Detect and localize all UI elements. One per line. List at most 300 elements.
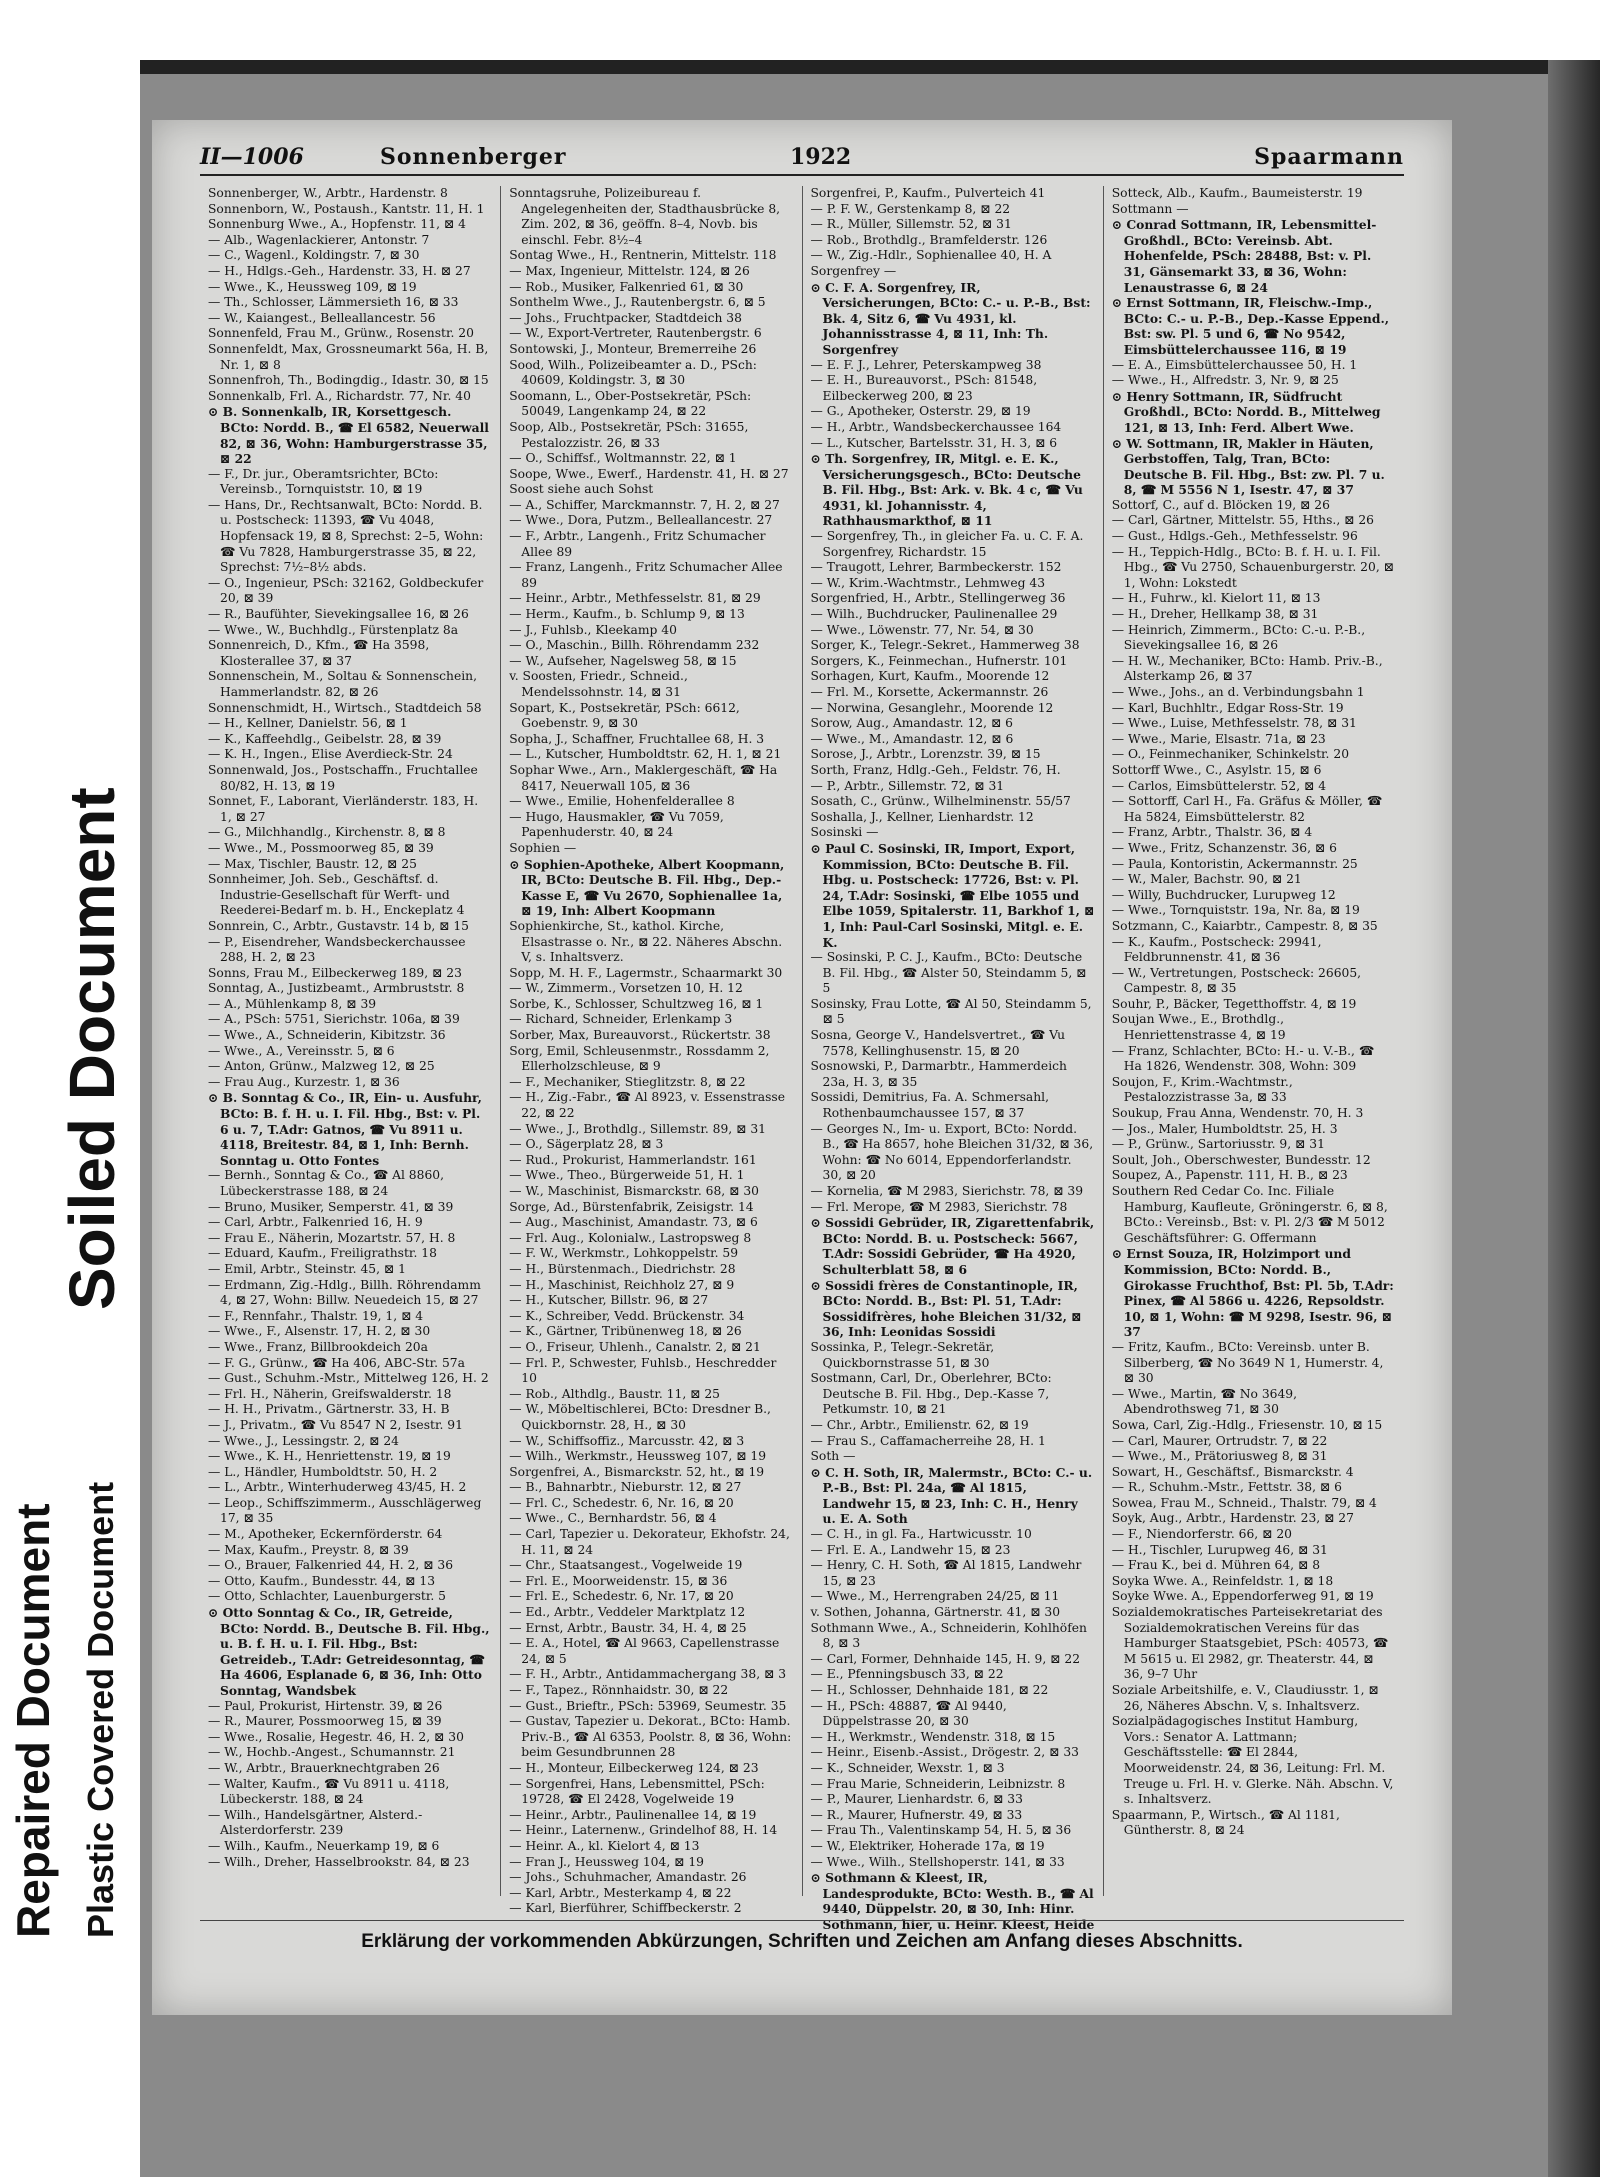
directory-entry: Sowa, Carl, Zig.-Hdlg., Friesenstr. 10, ⊠ 15 xyxy=(1111,1417,1383,1432)
directory-entry: Sonnenwald, Jos., Postschaffn., Fruchtallee 80/82, H. 13, ⊠ 19 xyxy=(208,762,478,793)
directory-entry: — Wwe., M., Herrengraben 24/25, ⊠ 11 xyxy=(810,1589,1060,1604)
directory-entry: — F., Rennfahr., Thalstr. 19, 1, ⊠ 4 xyxy=(208,1308,424,1323)
directory-entry: Soukup, Frau Anna, Wendenstr. 70, H. 3 xyxy=(1111,1106,1364,1121)
directory-entry: — Wwe., Martin, ☎ No 3649, Abendrothsweg 71, ⊠ 30 xyxy=(1111,1386,1298,1417)
directory-entry: Soth — xyxy=(810,1449,856,1464)
directory-entry: — F., Dr. jur., Oberamtsrichter, BCto: Vereinsb., Tornquiststr. 10, ⊠ 19 xyxy=(208,466,439,497)
directory-entry: — A., Schiffer, Marckmannstr. 7, H. 2, ⊠ 27 xyxy=(509,497,780,512)
directory-entry: — Frl. H., Näherin, Greifswalderstr. 18 xyxy=(208,1386,452,1401)
directory-entry: — P., Eisendreher, Wandsbeckerchaussee 288, H. 2, ⊠ 23 xyxy=(208,934,466,965)
abbreviation-note: Erklärung der vorkommenden Abkürzungen, Schriften und Zeichen am Anfang dieses Abschnitts. xyxy=(200,1920,1404,1953)
directory-entry: Sosinski — xyxy=(810,825,879,840)
directory-entry: Soujon, F., Krim.-Wachtmstr., Pestalozzistrasse 3a, ⊠ 33 xyxy=(1111,1074,1293,1105)
directory-entry: — Wwe., K., Heussweg 109, ⊠ 19 xyxy=(208,279,417,294)
directory-entry: — L., Händler, Humboldtstr. 50, H. 2 xyxy=(208,1464,438,1479)
directory-entry: — K., Kaffeehdlg., Geibelstr. 28, ⊠ 39 xyxy=(208,731,442,746)
directory-entry: — O., Feinmechaniker, Schinkelstr. 20 xyxy=(1111,747,1350,762)
directory-entry: — Johs., Schuhmacher, Amandastr. 26 xyxy=(509,1870,747,1885)
directory-entry: Sonnenfeldt, Max, Grossneumarkt 56a, H. B, Nr. 1, ⊠ 8 xyxy=(208,341,489,372)
column-4 xyxy=(1104,186,1404,1896)
directory-entry: — H., Kellner, Danielstr. 56, ⊠ 1 xyxy=(208,716,408,731)
directory-entry: — Frl. M., Korsette, Ackermannstr. 26 xyxy=(810,685,1049,699)
directory-entry: — Wwe., M., Amandastr. 12, ⊠ 6 xyxy=(810,731,1014,746)
page-number: II—1006 xyxy=(200,144,304,170)
directory-entry: — P., Arbtr., Sillemstr. 72, ⊠ 31 xyxy=(810,778,1005,793)
directory-entry: Soost siehe auch Sohst xyxy=(509,482,654,497)
directory-entry: Sonnenfroh, Th., Bodingdig., Idastr. 30, ⊠ 15 xyxy=(208,373,489,388)
directory-entry: — Otto, Kaufm., Bundesstr. 44, ⊠ 13 xyxy=(208,1573,436,1588)
directory-entry: — F. G., Grünw., ☎ Ha 406, ABC-Str. 57a xyxy=(208,1355,465,1370)
directory-entry: — H., Dreher, Hellkamp 38, ⊠ 31 xyxy=(1111,607,1319,622)
directory-entry: Sonnheimer, Joh. Seb., Geschäftsf. d. Industrie-Gesellschaft für Werft- und Reederei-Bedarf m. b. H., Enckeplatz 4 xyxy=(208,872,465,918)
directory-entry: — Carl, Gärtner, Mittelstr. 55, Hths., ⊠ 26 xyxy=(1111,513,1375,528)
directory-entry: — Frau Marie, Schneiderin, Leibnizstr. 8 xyxy=(810,1776,1066,1791)
directory-entry: Sosinsky, Frau Lotte, ☎ Al 50, Steindamm 5, ⊠ 5 xyxy=(810,996,1092,1027)
directory-entry: — Hans, Dr., Rechtsanwalt, BCto: Nordd. B. u. Postscheck: 11393, ☎ Vu 4048, Hopfensack 19, ⊠ 8, Sprechst: 2–5, Wohn: ☎ Vu 7828, Hamburgerstrasse 35, ⊠ 22, Sprechst: 7½–8½ abds. xyxy=(208,497,484,575)
plastic-covered-label: Plastic Covered Document xyxy=(80,1481,121,1938)
directory-entry: ⊙ Th. Sorgenfrey, IR, Mitgl. e. E. K., Versicherungsgesch., BCto: Deutsche B. Fil. Hbg., Bst: Ark. v. Bk. 4 c, ☎ Vu 4931, kl. Johannisstr. 4, Rathhausmarkthof, ⊠ 11 xyxy=(810,451,1083,529)
directory-entry: — J., Fuhlsb., Kleekamp 40 xyxy=(509,622,677,637)
repaired-document-label: Repaired Document xyxy=(7,1503,59,1938)
directory-entry: — Rud., Prokurist, Hammerlandstr. 161 xyxy=(509,1152,757,1167)
directory-entry: Sopp, M. H. F., Lagermstr., Schaarmarkt 30 xyxy=(509,965,783,980)
directory-entry: Soyk, Aug., Arbtr., Hardenstr. 23, ⊠ 27 xyxy=(1111,1511,1354,1526)
directory-entry: — K., Schreiber, Vedd. Brückenstr. 34 xyxy=(509,1308,745,1323)
directory-entry: — H. H., Privatm., Gärtnerstr. 33, H. B xyxy=(208,1402,450,1417)
directory-entry: — Wilh., Werkmstr., Heussweg 107, ⊠ 19 xyxy=(509,1449,767,1464)
directory-entry: — O., Maschin., Billh. Röhrendamm 232 xyxy=(509,638,760,653)
directory-entry: Sorgenfrei, A., Bismarckstr. 52, ht., ⊠ 19 xyxy=(509,1464,765,1479)
directory-entry: — Franz, Langenh., Fritz Schumacher Allee 89 xyxy=(509,560,783,590)
directory-entry: — A., Mühlenkamp 8, ⊠ 39 xyxy=(208,996,377,1011)
directory-entry: — Leop., Schiffszimmerm., Ausschlägerweg 17, ⊠ 35 xyxy=(208,1495,482,1526)
directory-entry: — O., Ingenieur, PSch: 32162, Goldbeckufer 20, ⊠ 39 xyxy=(208,575,484,606)
directory-entry: ⊙ Sossidi Gebrüder, IR, Zigarettenfabrik, BCto: Nordd. B. u. Postscheck: 5667, T.Adr: Sossidi Gebrüder, ☎ Ha 4920, Schulterblatt 58, ⊠ 6 xyxy=(810,1215,1095,1277)
directory-entry: — Max, Ingenieur, Mittelstr. 124, ⊠ 26 xyxy=(509,263,750,278)
directory-entry: — Fritz, Kaufm., BCto: Vereinsb. unter B. Silberberg, ☎ No 3649 N 1, Humerstr. 4, ⊠ 30 xyxy=(1111,1339,1384,1386)
directory-entry: — Carl, Tapezier u. Dekorateur, Ekhofstr. 24, H. 11, ⊠ 24 xyxy=(509,1527,790,1557)
directory-entry: — Frau K., bei d. Mühren 64, ⊠ 8 xyxy=(1111,1558,1321,1573)
directory-entry: — Heinr., Eisenb.-Assist., Drögestr. 2, ⊠ 33 xyxy=(810,1745,1079,1760)
directory-entry: — Wwe., Johs., an d. Verbindungsbahn 1 xyxy=(1111,685,1365,699)
directory-entry: Sonntag, A., Justizbeamt., Armbruststr. 8 xyxy=(208,981,465,996)
directory-entry: — Rob., Althdlg., Baustr. 11, ⊠ 25 xyxy=(509,1386,721,1401)
directory-entry: — Karl, Bierführer, Schiffbeckerstr. 2 xyxy=(509,1901,742,1916)
directory-entry: Sossidi, Demitrius, Fa. A. Schmersahl, Rothenbaumchaussee 157, ⊠ 37 xyxy=(810,1090,1050,1121)
directory-entry: — E. A., Eimsbüttelerchaussee 50, H. 1 xyxy=(1111,357,1358,372)
directory-entry: — F. W., Werkmstr., Lohkoppelstr. 59 xyxy=(509,1246,739,1261)
directory-entry: — K. H., Ingen., Elise Averdieck-Str. 24 xyxy=(208,747,453,762)
directory-entry: — E. A., Hotel, ☎ Al 9663, Capellenstrasse 24, ⊠ 5 xyxy=(509,1636,780,1666)
directory-entry: — Frau Aug., Kurzestr. 1, ⊠ 36 xyxy=(208,1074,400,1089)
directory-entry: ⊙ C. F. A. Sorgenfrey, IR, Versicherungen, BCto: C.- u. P.-B., Bst: Bk. 4, Sitz 6, ☎ Vu 4931, kl. Johannisstrasse 4, ⊠ 11, Inh: Th. Sorgenfrey xyxy=(810,279,1091,357)
directory-entry: Sonntagsruhe, Polizeibureau f. Angelegenheiten der, Stadthausbrücke 8, Zim. 202, ⊠ 36, geöffn. 8–4, Novb. bis einschl. Febr. 8½–4 xyxy=(509,186,781,247)
directory-entry: ⊙ Sossidi frères de Constantinople, IR, BCto: Nordd. B., Bst: Pl. 51, T.Adr: Sossidifrères, hohe Bleichen 31/32, ⊠ 36, Inh: Leonidas Sossidi xyxy=(810,1277,1082,1340)
directory-entry: — H., PSch: 48887, ☎ Al 9440, Düppelstrasse 20, ⊠ 30 xyxy=(810,1698,1007,1729)
directory-entry: — F. H., Arbtr., Antidammachergang 38, ⊠ 3 xyxy=(509,1667,787,1682)
directory-entry: — Frl. P., Schwester, Fuhlsb., Heschredder 10 xyxy=(509,1355,777,1386)
directory-entry: — H., Teppich-Hdlg., BCto: B. f. H. u. I. Fil. Hbg., ☎ Vu 2750, Schauenburgerstr. 20, ⊠ 1, Wohn: Lokstedt xyxy=(1111,544,1394,590)
directory-entry: — Bruno, Musiker, Semperstr. 41, ⊠ 39 xyxy=(208,1199,454,1214)
directory-entry: — H., Hdlgs.-Geh., Hardenstr. 33, H. ⊠ 27 xyxy=(208,263,471,278)
directory-entry: — Wwe., Löwenstr. 77, Nr. 54, ⊠ 30 xyxy=(810,622,1034,637)
directory-entry: — F., Tapez., Rönnhaidstr. 30, ⊠ 22 xyxy=(509,1683,729,1697)
directory-entry: — Wwe., Tornquiststr. 19a, Nr. 8a, ⊠ 19 xyxy=(1111,903,1360,918)
directory-year: 1922 xyxy=(790,144,852,170)
directory-entry: — F., Arbtr., Langenh., Fritz Schumacher Allee 89 xyxy=(509,529,766,559)
directory-entry: — Kornelia, ☎ M 2983, Sierichstr. 78, ⊠ 39 xyxy=(810,1184,1084,1198)
directory-entry: — Fran J., Heussweg 104, ⊠ 19 xyxy=(509,1854,705,1869)
directory-entry: — R., Müller, Sillemstr. 52, ⊠ 31 xyxy=(810,217,1012,232)
directory-entry: — Heinr., Laternenw., Grindelhof 88, H. 14 xyxy=(509,1823,778,1838)
directory-entry: — Wwe., M., Prätoriusweg 8, ⊠ 31 xyxy=(1111,1449,1328,1464)
directory-entry: Sozialpädagogisches Institut Hamburg, Vors.: Senator A. Lattmann; Geschäftsstelle: ☎ El 2844, Moorweidenstr. 24, ⊠ 36, Leitung: Frl. M. Treuge u. Frl. H. v. Glerke. Näh. Abschn. V, s. Inhaltsverz. xyxy=(1111,1714,1394,1807)
directory-entry: — Wwe., J., Brothdlg., Sillemstr. 89, ⊠ 31 xyxy=(509,1121,766,1136)
directory-entry: Soshalla, J., Kellner, Lienhardstr. 12 xyxy=(810,809,1034,824)
directory-entry: Sonnenberger, W., Arbtr., Hardenstr. 8 xyxy=(208,186,448,200)
directory-entry: — Karl, Buchhltr., Edgar Ross-Str. 19 xyxy=(1111,700,1344,715)
directory-entry: — Willy, Buchdrucker, Lurupweg 12 xyxy=(1111,887,1336,902)
directory-entry: Sorber, Max, Bureauvorst., Rückertstr. 38 xyxy=(509,1028,771,1043)
directory-entry: — R., Schuhm.-Mstr., Fettstr. 38, ⊠ 6 xyxy=(1111,1480,1342,1495)
directory-entry: — Rob., Musiker, Falkenried 61, ⊠ 30 xyxy=(509,279,744,294)
directory-entry: — Sorgenfrey, Th., in gleicher Fa. u. C. F. A. Sorgenfrey, Richardstr. 15 xyxy=(810,529,1084,559)
directory-entry: — Wwe., J., Lessingstr. 2, ⊠ 24 xyxy=(208,1433,399,1448)
directory-entry: ⊙ Paul C. Sosinski, IR, Import, Export, Kommission, BCto: Deutsche B. Fil. Hbg. u. Postscheck: 17726, Bst: v. Pl. 24, T.Adr: Sosinski, ☎ Elbe 1055 und Elbe 1059, Spitalerstr. 11, Barkhof 1, ⊠ 1, Inh: Paul-Carl Sosinski, Mitgl. e. E. K. xyxy=(810,840,1095,950)
directory-entry: Sotteck, Alb., Kaufm., Baumeisterstr. 19 xyxy=(1111,186,1363,200)
directory-entry: — Heinr., Arbtr., Methfesselstr. 81, ⊠ 29 xyxy=(509,591,761,606)
directory-entry: — H., Tischler, Lurupweg 46, ⊠ 31 xyxy=(1111,1542,1328,1557)
directory-entry: — W., Maschinist, Bismarckstr. 68, ⊠ 30 xyxy=(509,1184,759,1198)
directory-entry: Sosath, C., Grünw., Wilhelminenstr. 55/57 xyxy=(810,794,1071,809)
directory-entry: — Johs., Fruchtpacker, Stadtdeich 38 xyxy=(509,310,742,325)
directory-entry: — G., Apotheker, Osterstr. 29, ⊠ 19 xyxy=(810,404,1031,419)
column-1 xyxy=(200,186,501,1896)
directory-entry: — Carl, Former, Dehnhaide 145, H. 9, ⊠ 22 xyxy=(810,1651,1081,1666)
directory-entry: — Wwe., Franz, Billbrookdeich 20a xyxy=(208,1339,428,1354)
directory-entry: — Henry, C. H. Soth, ☎ Al 1815, Landwehr 15, ⊠ 23 xyxy=(810,1558,1082,1588)
directory-entry: — Max, Tischler, Baustr. 12, ⊠ 25 xyxy=(208,856,417,871)
directory-entry: — Wwe., Rosalie, Hegestr. 46, H. 2, ⊠ 30 xyxy=(208,1729,464,1744)
directory-entry: — Gust., Schuhm.-Mstr., Mittelweg 126, H. 2 xyxy=(208,1371,489,1386)
directory-entry: — Wilh., Buchdrucker, Paulinenallee 29 xyxy=(810,607,1058,622)
directory-entry: — C., Wagenl., Koldingstr. 7, ⊠ 30 xyxy=(208,248,420,263)
directory-entry: — Wwe., Emilie, Hohenfelderallee 8 xyxy=(509,794,735,809)
directory-entry: — H., Bürstenmach., Diedrichstr. 28 xyxy=(509,1261,736,1276)
directory-entry: — W., Krim.-Wachtmstr., Lehmweg 43 xyxy=(810,575,1046,590)
directory-entry: — R., Maurer, Possmoorweg 15, ⊠ 39 xyxy=(208,1714,442,1729)
directory-entry: — H., Schlosser, Dehnhaide 181, ⊠ 22 xyxy=(810,1683,1049,1697)
directory-page xyxy=(152,120,1452,2015)
directory-entry: — Chr., Staatsangest., Vogelweide 19 xyxy=(509,1558,743,1573)
directory-entry: — Wwe., Fritz, Schanzenstr. 36, ⊠ 6 xyxy=(1111,840,1337,855)
directory-entry: — G., Milchhandlg., Kirchenstr. 8, ⊠ 8 xyxy=(208,825,446,840)
directory-entry: Sorgenfried, H., Arbtr., Stellingerweg 36 xyxy=(810,591,1066,606)
directory-entry: — Franz, Arbtr., Thalstr. 36, ⊠ 4 xyxy=(1111,825,1313,840)
directory-entry: ⊙ Ernst Souza, IR, Holzimport und Kommission, BCto: Nordd. B., Girokasse Fruchthof, Bst: Pl. 5b, T.Adr: Pinex, ☎ Al 5866 u. 4226, Repsoldstr. 10, ⊠ 1, Wohn: ☎ M 9298, Isestr. 96, ⊠ 37 xyxy=(1111,1246,1394,1340)
directory-entry: — Herm., Kaufm., b. Schlump 9, ⊠ 13 xyxy=(509,607,745,622)
directory-entry: Soyka Wwe. A., Reinfeldstr. 1, ⊠ 18 xyxy=(1111,1573,1334,1588)
directory-entry: — W., Schiffsoffiz., Marcusstr. 42, ⊠ 3 xyxy=(509,1433,745,1448)
directory-entry: — O., Friseur, Uhlenh., Canalstr. 2, ⊠ 21 xyxy=(509,1339,761,1354)
directory-entry: — L., Kutscher, Bartelsstr. 31, H. 3, ⊠ 6 xyxy=(810,435,1058,450)
directory-entry: — Wwe., K. H., Henriettenstr. 19, ⊠ 19 xyxy=(208,1449,451,1464)
directory-entry: — O., Schiffsf., Woltmannstr. 22, ⊠ 1 xyxy=(509,451,737,466)
directory-entry: Sosna, George V., Handelsvertret., ☎ Vu 7578, Kellinghusenstr. 15, ⊠ 20 xyxy=(810,1028,1066,1058)
directory-entry: Soujan Wwe., E., Brothdlg., Henriettenstrasse 4, ⊠ 19 xyxy=(1111,1012,1286,1043)
directory-entry: Sottorf, C., auf d. Blöcken 19, ⊠ 26 xyxy=(1111,497,1330,512)
directory-entry: Sonns, Frau M., Eilbeckerweg 189, ⊠ 23 xyxy=(208,965,462,980)
directory-entry: — Frau E., Näherin, Mozartstr. 57, H. 8 xyxy=(208,1230,456,1245)
directory-entry: — Richard, Schneider, Erlenkamp 3 xyxy=(509,1012,733,1027)
directory-entry: Sood, Wilh., Polizeibeamter a. D., PSch: 40609, Koldingstr. 3, ⊠ 30 xyxy=(509,357,757,388)
directory-entry: Sorgenfrei, P., Kaufm., Pulverteich 41 xyxy=(810,186,1046,200)
directory-entry: — W., Möbeltischlerei, BCto: Dresdner B., Quickbornstr. 28, H., ⊠ 30 xyxy=(509,1402,771,1432)
directory-entry: — Traugott, Lehrer, Barmbeckerstr. 152 xyxy=(810,560,1062,575)
directory-entry: — Ed., Arbtr., Veddeler Marktplatz 12 xyxy=(509,1605,746,1620)
directory-entry: — W., Zimmerm., Vorsetzen 10, H. 12 xyxy=(509,981,743,996)
directory-entry: ⊙ Sophien-Apotheke, Albert Koopmann, IR, BCto: Deutsche B. Fil. Hbg., Dep.-Kasse E, ☎ Vu 2670, Sophienallee 1a, ⊠ 19, Inh: Albert Koopmann xyxy=(509,856,785,919)
directory-entry: Sophienkirche, St., kathol. Kirche, Elsastrasse o. Nr., ⊠ 22. Näheres Abschn. V, s. Inhaltsverz. xyxy=(509,918,783,965)
directory-entry: — P. F. W., Gerstenkamp 8, ⊠ 22 xyxy=(810,201,1011,216)
directory-entry: — Wilh., Kaufm., Neuerkamp 19, ⊠ 6 xyxy=(208,1838,440,1853)
directory-entry: — Emil, Arbtr., Steinstr. 45, ⊠ 1 xyxy=(208,1261,406,1276)
directory-entry: Sorhagen, Kurt, Kaufm., Moorende 12 xyxy=(810,669,1050,684)
directory-entry: — Frl. C., Schedestr. 6, Nr. 16, ⊠ 20 xyxy=(509,1495,734,1510)
soiled-document-label: Soiled Document xyxy=(56,787,128,1310)
directory-entry: — J., Privatm., ☎ Vu 8547 N 2, Isestr. 91 xyxy=(208,1417,463,1432)
directory-entry: — Wwe., W., Buchhdlg., Fürstenplatz 8a xyxy=(208,622,459,637)
directory-entry: — W., Export-Vertreter, Rautenbergstr. 6 xyxy=(509,326,762,341)
directory-entry: — W., Maler, Bachstr. 90, ⊠ 21 xyxy=(1111,872,1302,887)
directory-entry: — Alb., Wagenlackierer, Antonstr. 7 xyxy=(208,232,430,247)
directory-entry: — Wwe., M., Possmoorweg 85, ⊠ 39 xyxy=(208,840,434,855)
directory-entry: — Gust., Brieftr., PSch: 53969, Seumestr. 35 xyxy=(509,1698,787,1713)
directory-entry: Sorbe, K., Schlosser, Schultzweg 16, ⊠ 1 xyxy=(509,996,764,1011)
directory-entry: Sonnenreich, D., Kfm., ☎ Ha 3598, Klosterallee 37, ⊠ 37 xyxy=(208,638,430,668)
column-3 xyxy=(803,186,1104,1932)
directory-entry: — P., Grünw., Sartoriusstr. 9, ⊠ 31 xyxy=(1111,1137,1325,1152)
directory-entry: Sostmann, Carl, Dr., Oberlehrer, BCto: Deutsche B. Fil. Hbg., Dep.-Kasse 7, Petkumstr. 10, ⊠ 21 xyxy=(810,1371,1052,1417)
directory-entry: Soop, Alb., Postsekretär, PSch: 31655, Pestalozzistr. 26, ⊠ 33 xyxy=(509,419,749,450)
directory-entry: Sorow, Aug., Amandastr. 12, ⊠ 6 xyxy=(810,716,1013,731)
directory-entry: — O., Sägerplatz 28, ⊠ 3 xyxy=(509,1137,664,1152)
directory-entry: Sothmann Wwe., A., Schneiderin, Kohlhöfen 8, ⊠ 3 xyxy=(810,1620,1087,1651)
directory-entry: — Carl, Arbtr., Falkenried 16, H. 9 xyxy=(208,1215,423,1230)
directory-entry: — Paul, Prokurist, Hirtenstr. 39, ⊠ 26 xyxy=(208,1698,443,1713)
directory-entry: Sonthelm Wwe., J., Rautenbergstr. 6, ⊠ 5 xyxy=(509,295,766,310)
directory-entry: ⊙ Henry Sottmann, IR, Südfrucht Großhdl., BCto: Nordd. B., Mittelweg 121, ⊠ 13, Inh: Ferd. Albert Wwe. xyxy=(1111,388,1381,435)
directory-entry: — Heinr. A., kl. Kielort 4, ⊠ 13 xyxy=(509,1838,700,1853)
directory-entry: Sonnenschmidt, H., Wirtsch., Stadtdeich 58 xyxy=(208,700,482,715)
directory-entry: ⊙ Sothmann & Kleest, IR, Landesprodukte, BCto: Westh. B., ☎ Al 9440, Düppelstr. 20, ⊠ 30, Inh: Hinr. Sothmann, hier, u. Heinr. Kleest, Heide xyxy=(810,1870,1095,1932)
directory-entry: — Gustav, Tapezier u. Dekorat., BCto: Hamb. Priv.-B., ☎ Al 6353, Poolstr. 8, ⊠ 36, Wohn: beim Gesundbrunnen 28 xyxy=(509,1714,792,1760)
directory-entry: ⊙ B. Sonntag & Co., IR, Ein- u. Ausfuhr, BCto: B. f. H. u. I. Fil. Hbg., Bst: v. Pl. 6 u. 7, T.Adr: Gatnos, ☎ Vu 8911 u. 4118, Breitestr. 84, ⊠ 1, Inh: Bernh. Sonntag u. Otto Fontes xyxy=(208,1090,482,1168)
directory-entry: Sonnrein, C., Arbtr., Gustavstr. 14 b, ⊠ 15 xyxy=(208,918,469,933)
directory-entry: — Franz, Schlachter, BCto: H.- u. V.-B., ☎ Ha 1826, Wendenstr. 308, Wohn: 309 xyxy=(1111,1043,1375,1074)
directory-entry: — Paula, Kontoristin, Ackermannstr. 25 xyxy=(1111,856,1358,871)
directory-entry: — Heinrich, Zimmerm., BCto: C.-u. P.-B., Sievekingsallee 16, ⊠ 26 xyxy=(1111,622,1366,653)
directory-entry: — Wwe., Wilh., Stellshoperstr. 141, ⊠ 33 xyxy=(810,1854,1065,1869)
directory-entry: — Carlos, Eimsbüttelerstr. 52, ⊠ 4 xyxy=(1111,778,1327,793)
directory-entry: — F., Niendorferstr. 66, ⊠ 20 xyxy=(1111,1527,1292,1542)
directory-entry: ⊙ Otto Sonntag & Co., IR, Getreide, BCto: Nordd. B., Deutsche B. Fil. Hbg., u. B. f. H. u. I. Fil. Hbg., Bst: Getreideb., T.Adr: Getreidesonntag, ☎ Ha 4606, Esplanade 6, ⊠ 36, Inh: Otto Sonntag, Wandsbek xyxy=(208,1605,490,1698)
first-entry-name: Sonnenberger xyxy=(380,144,567,170)
directory-entry: Soupez, A., Papenstr. 111, H. B., ⊠ 23 xyxy=(1111,1168,1348,1183)
directory-entry: Soomann, L., Ober-Postsekretär, PSch: 50049, Langenkamp 24, ⊠ 22 xyxy=(509,388,752,419)
directory-entry: — H., Arbtr., Wandsbeckerchaussee 164 xyxy=(810,419,1062,434)
directory-entry: — Anton, Grünw., Malzweg 12, ⊠ 25 xyxy=(208,1059,435,1074)
directory-entry: — Wwe., H., Alfredstr. 3, Nr. 9, ⊠ 25 xyxy=(1111,373,1339,388)
directory-entry: — Wwe., F., Alsenstr. 17, H. 2, ⊠ 30 xyxy=(208,1324,431,1339)
directory-entry: Southern Red Cedar Co. Inc. Filiale Hamburg, Kaufleute, Gröningerstr. 6, ⊠ 8, BCto.: Vereinsb., Bst: v. Pl. 2/3 ☎ M 5012 Geschäftsführer: G. Offermann xyxy=(1111,1184,1388,1245)
directory-entry: — W., Hochb.-Angest., Schumannstr. 21 xyxy=(208,1745,456,1760)
directory-entry: Sonnenburg Wwe., A., Hopfenstr. 11, ⊠ 4 xyxy=(208,217,466,232)
directory-entry: Sopart, K., Postsekretär, PSch: 6612, Goebenstr. 9, ⊠ 30 xyxy=(509,700,740,731)
directory-entry: — W., Arbtr., Brauerknechtgraben 26 xyxy=(208,1760,440,1775)
directory-entry: — Frau S., Caffamacherreihe 28, H. 1 xyxy=(810,1433,1046,1448)
directory-entry: — Erdmann, Zig.-Hdlg., Billh. Röhrendamm 4, ⊠ 27, Wohn: Billw. Neuedeich 15, ⊠ 27 xyxy=(208,1277,481,1308)
directory-entry: Sophar Wwe., Arn., Maklergeschäft, ☎ Ha 8417, Neuerwall 105, ⊠ 36 xyxy=(509,762,778,793)
directory-entry: Soyke Wwe. A., Eppendorferweg 91, ⊠ 19 xyxy=(1111,1589,1374,1604)
directory-entry: Sontag Wwe., H., Rentnerin, Mittelstr. 118 xyxy=(509,248,777,263)
directory-entry: — H., Zig.-Fabr., ☎ Al 8923, v. Essenstrasse 22, ⊠ 22 xyxy=(509,1090,785,1121)
directory-entry: — Walter, Kaufm., ☎ Vu 8911 u. 4118, Lübeckerstr. 188, ⊠ 24 xyxy=(208,1776,450,1807)
directory-entry: ⊙ W. Sottmann, IR, Makler in Häuten, Gerbstoffen, Talg, Tran, BCto: Deutsche B. Fil. Hbg., Bst: zw. Pl. 7 u. 8, ☎ M 5556 N 1, Isestr. 47, ⊠ 37 xyxy=(1111,435,1385,498)
directory-entry: v. Sothen, Johanna, Gärtnerstr. 41, ⊠ 30 xyxy=(810,1605,1061,1620)
directory-entry: — Wwe., C., Bernhardstr. 56, ⊠ 4 xyxy=(509,1511,717,1526)
directory-entry: Sonnenfeld, Frau M., Grünw., Rosenstr. 20 xyxy=(208,326,474,341)
directory-entry: — R., Maurer, Hufnerstr. 49, ⊠ 33 xyxy=(810,1807,1023,1822)
directory-entry: Soope, Wwe., Ewerf., Hardenstr. 41, H. ⊠ 27 xyxy=(509,466,789,481)
directory-entry: — Sottorff, Carl H., Fa. Gräfus & Möller, ☎ Ha 5824, Eimsbüttelerstr. 82 xyxy=(1111,794,1383,824)
directory-entry: — W., Elektriker, Hoherade 17a, ⊠ 19 xyxy=(810,1838,1045,1853)
directory-entry: — Frau Th., Valentinskamp 54, H. 5, ⊠ 36 xyxy=(810,1823,1072,1838)
directory-entry: Sottmann — xyxy=(1111,201,1189,216)
directory-entry: — Georges N., Im- u. Export, BCto: Nordd. B., ☎ Ha 8657, hohe Bleichen 31/32, ⊠ 36, Wohn: ☎ No 6014, Eppendorferlandstr. 30, ⊠ 20 xyxy=(810,1121,1094,1183)
directory-entry: Sorth, Franz, Hdlg.-Geh., Feldstr. 76, H. xyxy=(810,762,1061,777)
directory-entry: Sottorff Wwe., C., Asylstr. 15, ⊠ 6 xyxy=(1111,762,1322,777)
directory-entry: — E. F. J., Lehrer, Peterskampweg 38 xyxy=(810,357,1042,372)
directory-entry: — Max, Kaufm., Preystr. 8, ⊠ 39 xyxy=(208,1542,409,1557)
directory-entry: — M., Apotheker, Eckernförderstr. 64 xyxy=(208,1527,443,1542)
directory-entry: — H. W., Mechaniker, BCto: Hamb. Priv.-B., Alsterkamp 26, ⊠ 37 xyxy=(1111,653,1383,684)
directory-entry: Soult, Joh., Oberschwester, Bundesstr. 12 xyxy=(1111,1152,1371,1167)
directory-entry: Soziale Arbeitshilfe, e. V., Claudiusstr. 1, ⊠ 26, Näheres Abschn. V, s. Inhaltsverz. xyxy=(1111,1683,1379,1713)
directory-entry: — Frl. E., Schedestr. 6, Nr. 17, ⊠ 20 xyxy=(509,1589,734,1604)
directory-entry: ⊙ Ernst Sottmann, IR, Fleischw.-Imp., BCto: C.- u. P.-B., Dep.-Kasse Eppend., Bst: sw. Pl. 5 und 6, ☎ No 9542, Eimsbüttelerchaussee 116, ⊠ 19 xyxy=(1111,295,1390,357)
directory-entry: — W., Zig.-Hdlr., Sophienallee 40, H. A xyxy=(810,248,1052,263)
directory-entry: — Otto, Schlachter, Lauenburgerstr. 5 xyxy=(208,1589,446,1604)
directory-entry: — Wilh., Handelsgärtner, Alsterd.-Alsterdorferstr. 239 xyxy=(208,1807,423,1838)
directory-entry: — H., Kutscher, Billstr. 96, ⊠ 27 xyxy=(509,1293,709,1308)
directory-entry: — Sosinski, P. C. J., Kaufm., BCto: Deutsche B. Fil. Hbg., ☎ Alster 50, Steindamm 5, ⊠ 5 xyxy=(810,950,1087,996)
last-entry-name: Spaarmann xyxy=(1254,144,1404,170)
directory-entry: Sontowski, J., Monteur, Bremerreihe 26 xyxy=(509,341,757,356)
directory-entry: — Sorgenfrei, Hans, Lebensmittel, PSch: 19728, ☎ El 2428, Vogelweide 19 xyxy=(509,1776,765,1807)
directory-entry: — L., Arbtr., Winterhuderweg 43/45, H. 2 xyxy=(208,1480,467,1495)
directory-entry: — Frl. Merope, ☎ M 2983, Sierichstr. 78 xyxy=(810,1199,1068,1214)
directory-entry: — O., Brauer, Falkenried 44, H. 2, ⊠ 36 xyxy=(208,1558,454,1573)
scan-right-edge xyxy=(1548,60,1600,2177)
directory-entry: — Wwe., Theo., Bürgerweide 51, H. 1 xyxy=(509,1168,745,1183)
directory-entry: ⊙ C. H. Soth, IR, Malermstr., BCto: C.- u. P.-B., Bst: Pl. 24a, ☎ Al 1815, Landwehr 15, ⊠ 23, Inh: C. H., Henry u. E. A. Soth xyxy=(810,1464,1093,1527)
directory-entry: v. Soosten, Friedr., Schneid., Mendelssohnstr. 14, ⊠ 31 xyxy=(509,669,688,699)
directory-entry: — Wwe., Dora, Putzm., Belleallancestr. 27 xyxy=(509,513,773,528)
directory-entry: — K., Schneider, Wexstr. 1, ⊠ 3 xyxy=(810,1760,1005,1775)
directory-entry: — Karl, Arbtr., Mesterkamp 4, ⊠ 22 xyxy=(509,1885,732,1900)
directory-entry: — Ernst, Arbtr., Baustr. 34, H. 4, ⊠ 25 xyxy=(509,1620,747,1635)
directory-entry: — L., Kutscher, Humboldtstr. 62, H. 1, ⊠ 21 xyxy=(509,747,782,762)
directory-entry: — W., Kaiangest., Belleallancestr. 56 xyxy=(208,310,436,325)
directory-entry: — Frl. E. A., Landwehr 15, ⊠ 23 xyxy=(810,1542,1011,1557)
directory-entry: Sonnenschein, M., Soltau & Sonnenschein, Hammerlandstr. 82, ⊠ 26 xyxy=(208,669,477,699)
directory-entry: — A., PSch: 5751, Sierichstr. 106a, ⊠ 39 xyxy=(208,1012,460,1027)
directory-entry: Sorge, Ad., Bürstenfabrik, Zeisigstr. 14 xyxy=(509,1199,754,1214)
directory-entry: Sowea, Frau M., Schneid., Thalstr. 79, ⊠ 4 xyxy=(1111,1495,1377,1510)
directory-entry: — Hugo, Hausmakler, ☎ Vu 7059, Papenhuderstr. 40, ⊠ 24 xyxy=(509,809,724,840)
directory-entry: — Gust., Hdlgs.-Geh., Methfesselstr. 96 xyxy=(1111,529,1358,544)
directory-entry: — H., Monteur, Eilbeckerweg 124, ⊠ 23 xyxy=(509,1760,759,1775)
directory-entry: — Eduard, Kaufm., Freiligrathstr. 18 xyxy=(208,1246,437,1261)
directory-entry: — E. H., Bureauvorst., PSch: 81548, Eilbeckerweg 200, ⊠ 23 xyxy=(810,373,1038,403)
directory-entry: — Wwe., Luise, Methfesselstr. 78, ⊠ 31 xyxy=(1111,716,1357,731)
directory-entry: Sopha, J., Schaffner, Fruchtallee 68, H. 3 xyxy=(509,731,765,746)
directory-entry: — Chr., Arbtr., Emilienstr. 62, ⊠ 19 xyxy=(810,1417,1029,1432)
directory-entry: — F., Mechaniker, Stieglitzstr. 8, ⊠ 22 xyxy=(509,1074,746,1089)
directory-entry: Sosnowski, P., Darmarbtr., Hammerdeich 23a, H. 3, ⊠ 35 xyxy=(810,1059,1067,1089)
directory-entry: Souhr, P., Bäcker, Tegetthoffstr. 4, ⊠ 19 xyxy=(1111,996,1357,1011)
directory-entry: — B., Bahnarbtr., Nieburstr. 12, ⊠ 27 xyxy=(509,1480,742,1495)
directory-entry: Sorgers, K., Feinmechan., Hufnerstr. 101 xyxy=(810,653,1068,668)
directory-entry: — Frl. Aug., Kolonialw., Lastropsweg 8 xyxy=(509,1230,752,1245)
directory-entry: — H., Werkmstr., Wendenstr. 318, ⊠ 15 xyxy=(810,1729,1056,1744)
directory-entry: — Wwe., Marie, Elsastr. 71a, ⊠ 23 xyxy=(1111,731,1326,746)
directory-entry: Sozialdemokratisches Parteisekretariat des Sozialdemokratischen Vereins für das Hamburger Staatsgebiet, PSch: 40573, ☎ M 5615 u. El 2982, gr. Theaterstr. 44, ⊠ 36, 9–7 Uhr xyxy=(1111,1605,1389,1682)
directory-entry: — Wilh., Dreher, Hasselbrookstr. 84, ⊠ 23 xyxy=(208,1854,470,1869)
directory-entry: — P., Maurer, Lienhardstr. 6, ⊠ 33 xyxy=(810,1792,1023,1807)
directory-entry: — Heinr., Arbtr., Paulinenallee 14, ⊠ 19 xyxy=(509,1807,757,1822)
directory-entry: Sorose, J., Arbtr., Lorenzstr. 39, ⊠ 15 xyxy=(810,747,1041,762)
directory-entry: — H., Maschinist, Reichholz 27, ⊠ 9 xyxy=(509,1277,735,1292)
column-2 xyxy=(501,186,802,1916)
directory-entry: — Wwe., A., Vereinsstr. 5, ⊠ 6 xyxy=(208,1043,395,1058)
directory-entry: Sowart, H., Geschäftsf., Bismarckstr. 4 xyxy=(1111,1464,1354,1479)
directory-entry: — C. H., in gl. Fa., Hartwicusstr. 10 xyxy=(810,1527,1032,1542)
directory-entry: — Jos., Maler, Humboldtstr. 25, H. 3 xyxy=(1111,1121,1338,1136)
directory-entry: Sorger, K., Telegr.-Sekret., Hammerweg 38 xyxy=(810,638,1080,653)
directory-entry: — Wwe., A., Schneiderin, Kibitzstr. 36 xyxy=(208,1028,446,1043)
directory-entry: Spaarmann, P., Wirtsch., ☎ Al 1181, Güntherstr. 8, ⊠ 24 xyxy=(1111,1807,1340,1838)
directory-entry: — W., Aufseher, Nagelsweg 58, ⊠ 15 xyxy=(509,653,737,668)
directory-entry: Sonnenkalb, Frl. A., Richardstr. 77, Nr. 40 xyxy=(208,388,471,403)
directory-entry: — Norwina, Gesanglehr., Moorende 12 xyxy=(810,700,1054,715)
directory-entry: Sonnenborn, W., Postaush., Kantstr. 11, H. 1 xyxy=(208,201,485,216)
directory-entry: Sorg, Emil, Schleusenmstr., Rossdamm 2, Ellerholzschleuse, ⊠ 9 xyxy=(509,1043,770,1074)
directory-entry: — Carl, Maurer, Ortrudstr. 7, ⊠ 22 xyxy=(1111,1433,1328,1448)
directory-entry: Sotzmann, C., Kaiarbtr., Campestr. 8, ⊠ 35 xyxy=(1111,918,1378,933)
directory-entry: — H., Fuhrw., kl. Kielort 11, ⊠ 13 xyxy=(1111,591,1321,606)
directory-entry: — Frl. E., Moorweidenstr. 15, ⊠ 36 xyxy=(509,1573,728,1588)
directory-entry: — Bernh., Sonntag & Co., ☎ Al 8860, Lübeckerstrasse 188, ⊠ 24 xyxy=(208,1168,445,1198)
directory-entry: Sonnet, F., Laborant, Vierländerstr. 183, H. 1, ⊠ 27 xyxy=(208,794,479,824)
directory-entry: — Rob., Brothdlg., Bramfelderstr. 126 xyxy=(810,232,1048,247)
directory-entry: — E., Pfenningsbusch 33, ⊠ 22 xyxy=(810,1667,1004,1682)
directory-entry: Sophien — xyxy=(509,840,577,855)
directory-columns xyxy=(200,186,1404,1932)
directory-entry: — R., Baufühter, Sievekingsallee 16, ⊠ 26 xyxy=(208,607,469,622)
directory-entry: — W., Vertretungen, Postscheck: 26605, Campestr. 8, ⊠ 35 xyxy=(1111,965,1362,996)
